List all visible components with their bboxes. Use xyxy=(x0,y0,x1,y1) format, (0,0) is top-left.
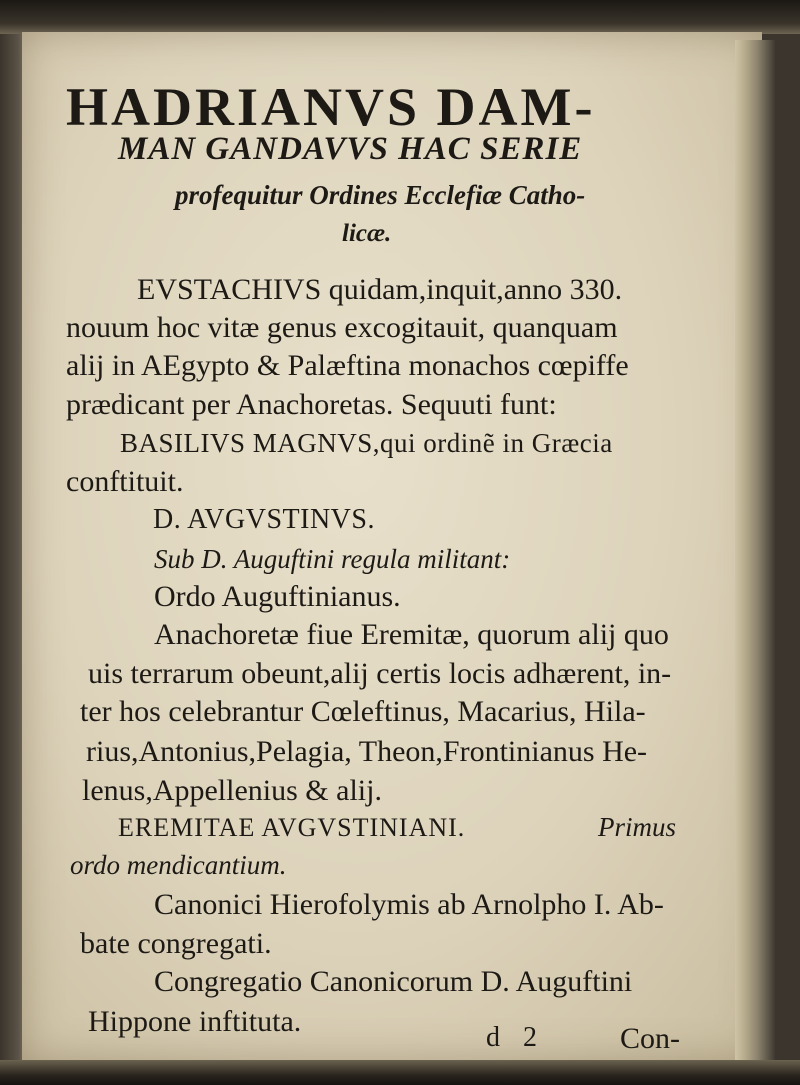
body-line-4: prædicant per Anachoretas. Sequuti funt: xyxy=(66,388,557,421)
heading-line-3: profequitur Ordines Ecclefiæ Catho- xyxy=(175,180,586,210)
body-line-17: Canonici Hierofolymis ab Arnolpho I. Ab- xyxy=(154,888,664,921)
body-line-15-primus: Primus xyxy=(598,812,677,842)
body-line-16: ordo mendicantium. xyxy=(70,850,287,880)
body-line-11: uis terrarum obeunt,alij certis locis adhærent, in- xyxy=(88,657,672,690)
body-line-1: EVSTACHIVS quidam,inquit,anno 330. xyxy=(137,273,623,306)
body-line-18: bate congregati. xyxy=(80,927,272,960)
body-line-9: Ordo Auguftinianus. xyxy=(154,580,401,613)
bottom-edge xyxy=(0,1060,800,1085)
body-line-2: nouum hoc vitæ genus excogitauit, quanquam xyxy=(66,311,618,344)
body-line-19: Congregatio Canonicorum D. Auguftini xyxy=(154,965,633,998)
body-line-20: Hippone inftituta. xyxy=(88,1005,302,1038)
body-line-15: EREMITAE AVGVSTINIANI. xyxy=(118,813,466,842)
heading-line-2: MAN GANDAVVS HAC SERIE xyxy=(118,131,583,167)
body-line-13: rius,Antonius,Pelagia, Theon,Frontinianus He- xyxy=(86,735,648,768)
heading-line-4: licæ. xyxy=(342,220,392,247)
body-line-14: lenus,Appellenius & alij. xyxy=(82,774,382,807)
heading-line-1: HADRIANVS DAM- xyxy=(66,77,596,137)
body-line-6: conftituit. xyxy=(66,465,184,498)
body-line-5: BASILIVS MAGNVS,qui ordinẽ in Græcia xyxy=(120,428,613,458)
catchword: Con- xyxy=(620,1022,680,1055)
page-fore-edge xyxy=(735,40,775,1070)
body-line-7: D. AVGVSTINVS. xyxy=(153,504,375,535)
body-line-12: ter hos celebrantur Cœleftinus, Macarius, Hila- xyxy=(80,695,646,728)
body-line-10: Anachoretæ fiue Eremitæ, quorum alij quo xyxy=(154,618,669,651)
signature-mark: d 2 xyxy=(486,1022,537,1053)
body-line-3: alij in AEgypto & Palæftina monachos cœpiffe xyxy=(66,349,629,382)
body-line-8: Sub D. Auguftini regula militant: xyxy=(154,544,511,574)
top-edge xyxy=(0,0,800,34)
